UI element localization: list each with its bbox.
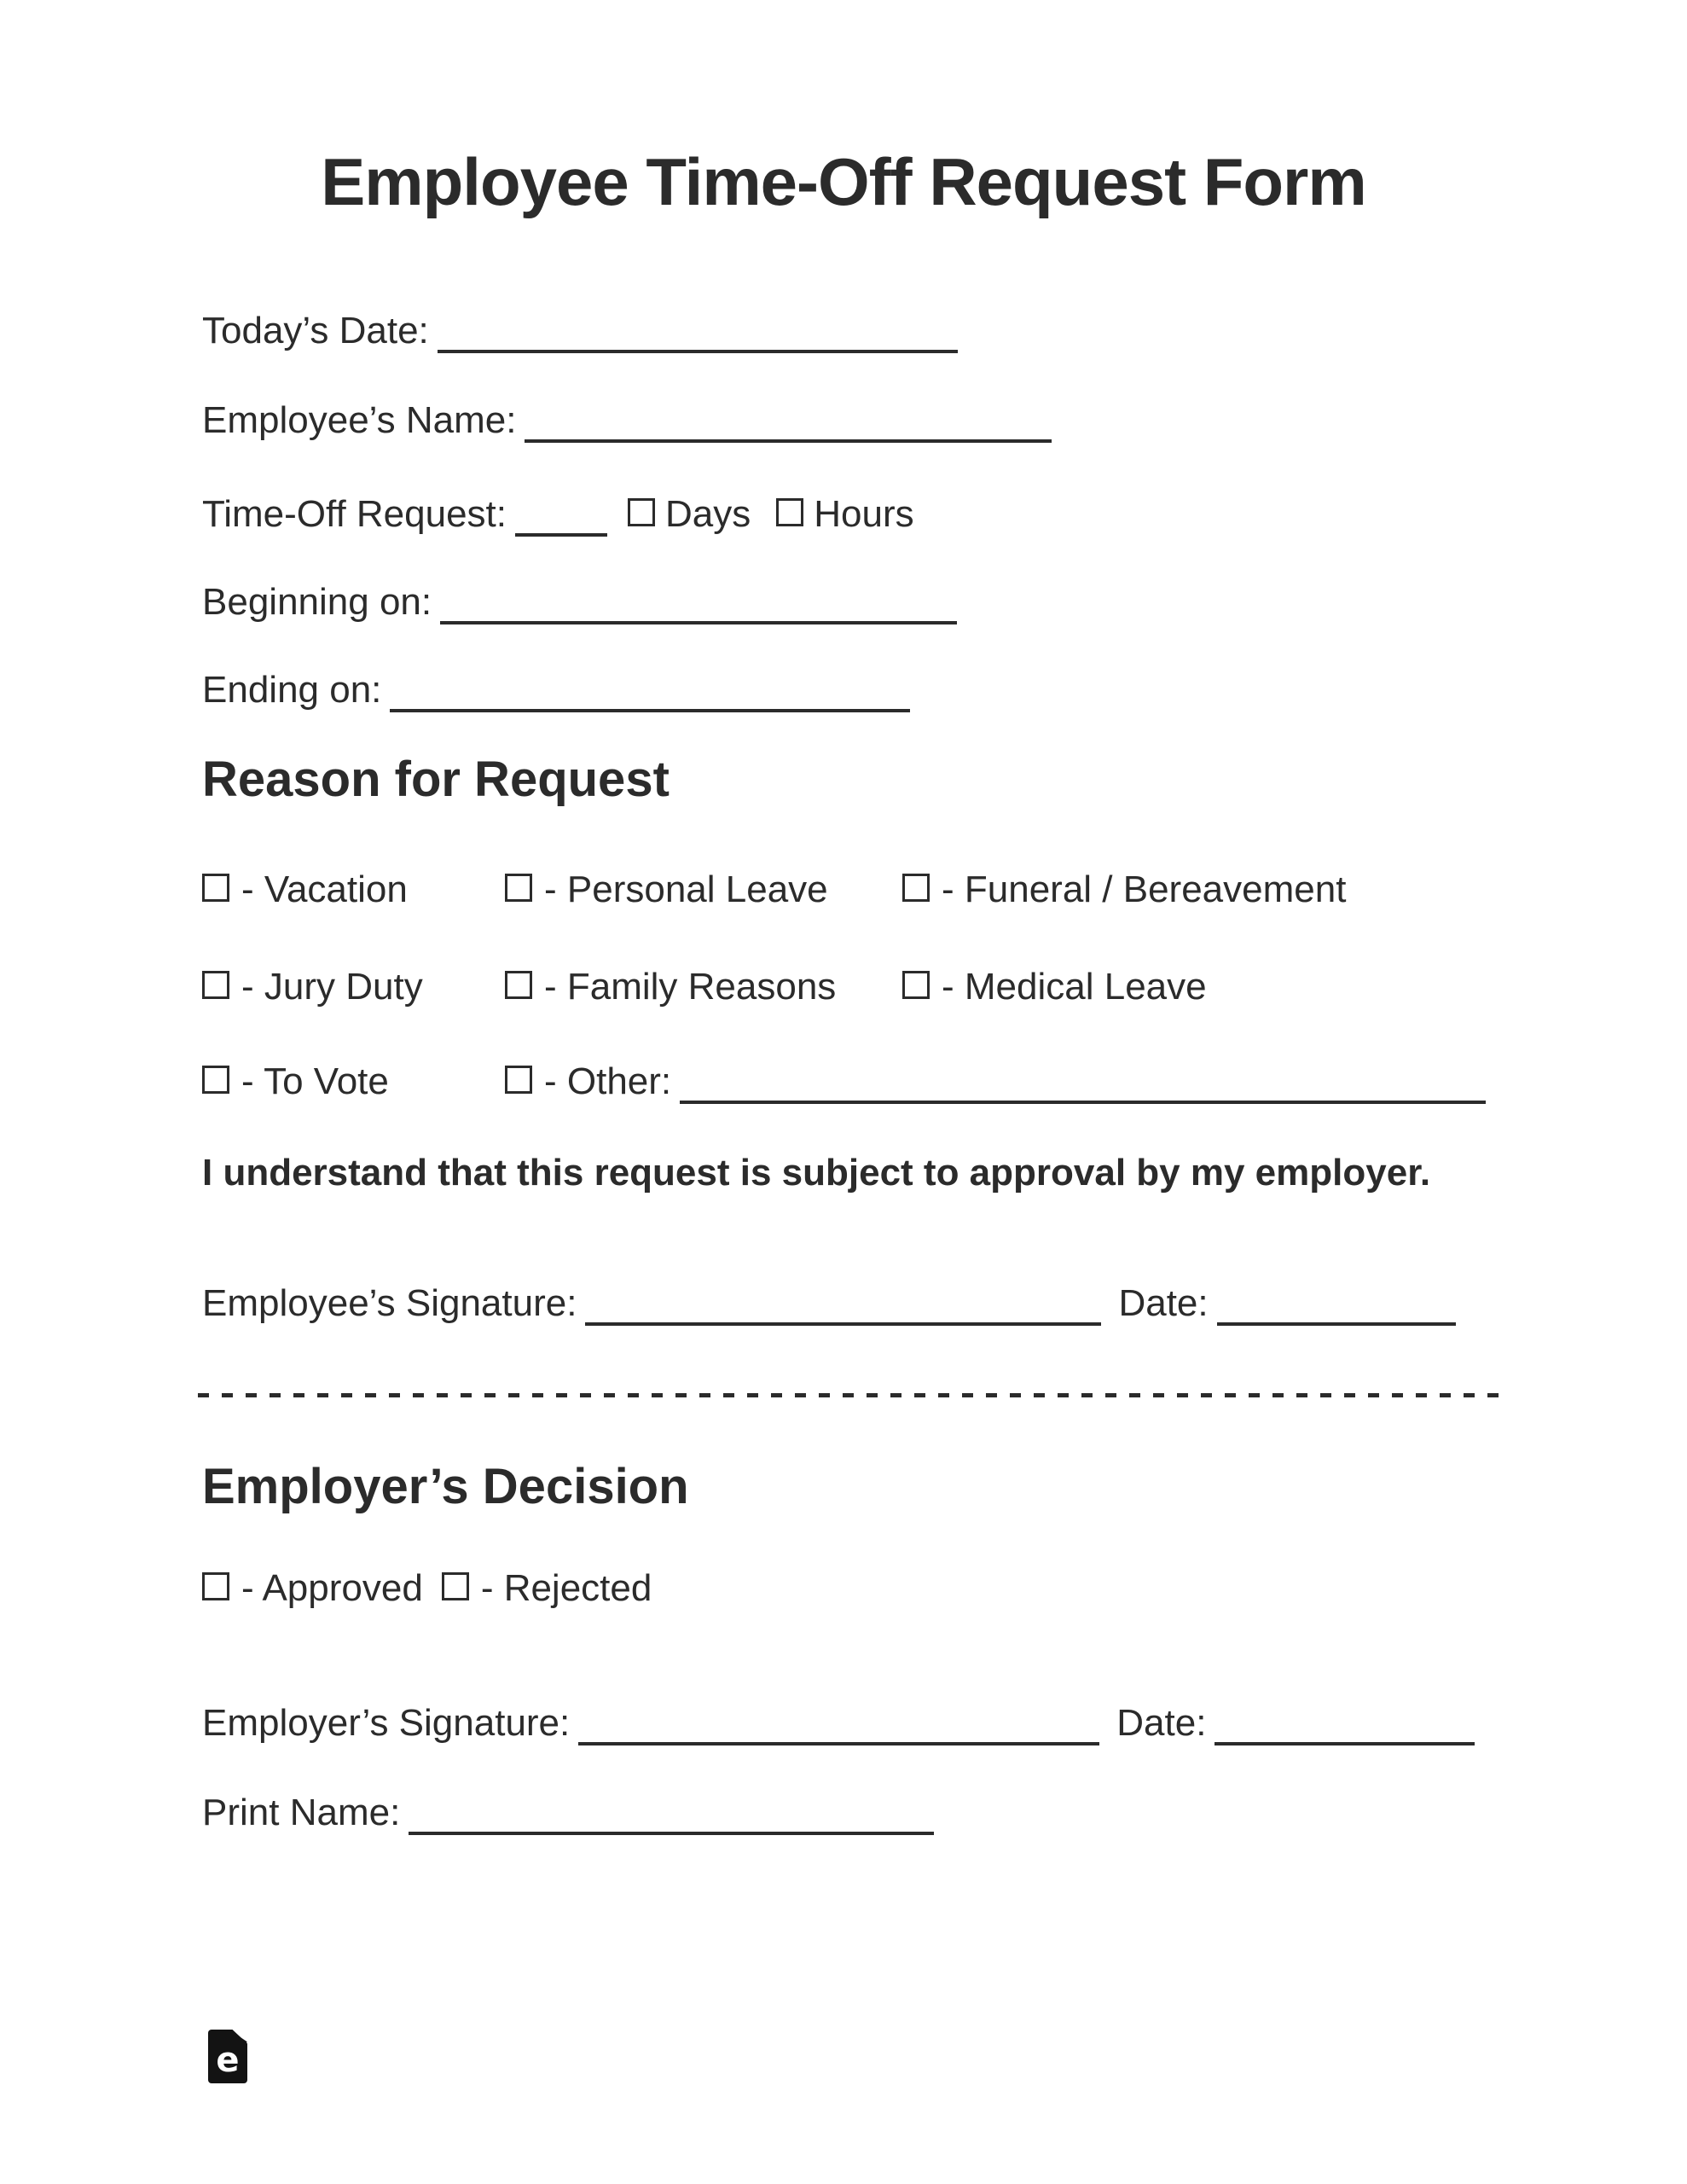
days-label: Days <box>665 493 751 535</box>
personal-leave-checkbox[interactable] <box>505 874 532 902</box>
employer-decision-header: Employer’s Decision <box>202 1459 689 1514</box>
employer-date-line[interactable] <box>1215 1728 1475 1745</box>
reason-option-jury-duty <box>202 964 423 1010</box>
employee-signature-label: Employee’s Signature: <box>202 1282 577 1324</box>
employee-date-label: Date: <box>1118 1282 1209 1324</box>
todays-date-label: Today’s Date: <box>202 310 429 351</box>
beginning-on-input-line[interactable] <box>440 607 957 624</box>
other-input-line[interactable] <box>680 1087 1486 1104</box>
eforms-logo <box>208 2030 247 2083</box>
other-label: - Other: <box>544 1060 672 1102</box>
print-name-row <box>202 1790 934 1836</box>
ending-on-input-line[interactable] <box>390 695 910 712</box>
employees-name-label: Employee’s Name: <box>202 399 517 441</box>
field-time-off-request <box>202 491 914 537</box>
funeral-bereavement-label: - Funeral / Bereavement <box>942 868 1347 910</box>
approval-statement: I understand that this request is subject to approval by my employer. <box>202 1152 1431 1194</box>
page-title: Employee Time-Off Request Form <box>321 144 1366 219</box>
field-beginning-on <box>202 579 957 625</box>
beginning-on-label: Beginning on: <box>202 581 432 623</box>
time-off-request-label: Time-Off Request: <box>202 493 507 535</box>
field-todays-date <box>202 308 958 354</box>
time-off-amount-input-line[interactable] <box>515 520 607 537</box>
funeral-bereavement-checkbox[interactable] <box>902 874 930 902</box>
hours-label: Hours <box>814 493 914 535</box>
print-name-line[interactable] <box>409 1818 934 1835</box>
rejected-checkbox[interactable] <box>442 1572 469 1600</box>
reason-option-funeral-bereavement <box>902 867 1346 913</box>
employees-name-input-line[interactable] <box>525 426 1052 443</box>
employee-signature-line[interactable] <box>585 1309 1101 1326</box>
approved-checkbox[interactable] <box>202 1572 229 1600</box>
reason-option-vacation <box>202 867 408 913</box>
medical-leave-checkbox[interactable] <box>902 971 930 999</box>
reason-option-to-vote <box>202 1059 389 1105</box>
to-vote-checkbox[interactable] <box>202 1066 229 1094</box>
reason-option-other <box>505 1059 1486 1105</box>
personal-leave-label: - Personal Leave <box>544 868 828 910</box>
employer-date-label: Date: <box>1116 1702 1207 1744</box>
vacation-label: - Vacation <box>241 868 408 910</box>
field-ending-on <box>202 667 910 713</box>
family-reasons-checkbox[interactable] <box>505 971 532 999</box>
reason-option-family-reasons <box>505 964 836 1010</box>
reason-option-personal-leave <box>505 867 828 913</box>
print-name-label: Print Name: <box>202 1792 401 1833</box>
employer-decision-options <box>202 1565 652 1612</box>
employee-date-line[interactable] <box>1217 1309 1456 1326</box>
family-reasons-label: - Family Reasons <box>544 966 837 1008</box>
rejected-label: - Rejected <box>480 1567 652 1609</box>
ending-on-label: Ending on: <box>202 669 382 711</box>
medical-leave-label: - Medical Leave <box>942 966 1207 1008</box>
vacation-checkbox[interactable] <box>202 874 229 902</box>
jury-duty-label: - Jury Duty <box>241 966 423 1008</box>
reason-option-medical-leave <box>902 964 1207 1010</box>
reason-section-header: Reason for Request <box>202 752 670 807</box>
todays-date-input-line[interactable] <box>438 336 958 353</box>
to-vote-label: - To Vote <box>241 1060 389 1102</box>
employer-signature-row <box>202 1700 1475 1746</box>
dashed-divider <box>198 1393 1504 1397</box>
jury-duty-checkbox[interactable] <box>202 971 229 999</box>
employer-signature-line[interactable] <box>578 1728 1099 1745</box>
field-employees-name <box>202 398 1052 444</box>
hours-checkbox[interactable] <box>776 498 803 526</box>
employer-signature-label: Employer’s Signature: <box>202 1702 571 1744</box>
days-checkbox[interactable] <box>628 498 655 526</box>
logo-letter: e <box>216 2040 240 2080</box>
employee-signature-row <box>202 1281 1456 1327</box>
other-checkbox[interactable] <box>505 1066 532 1094</box>
approved-label: - Approved <box>241 1567 423 1609</box>
